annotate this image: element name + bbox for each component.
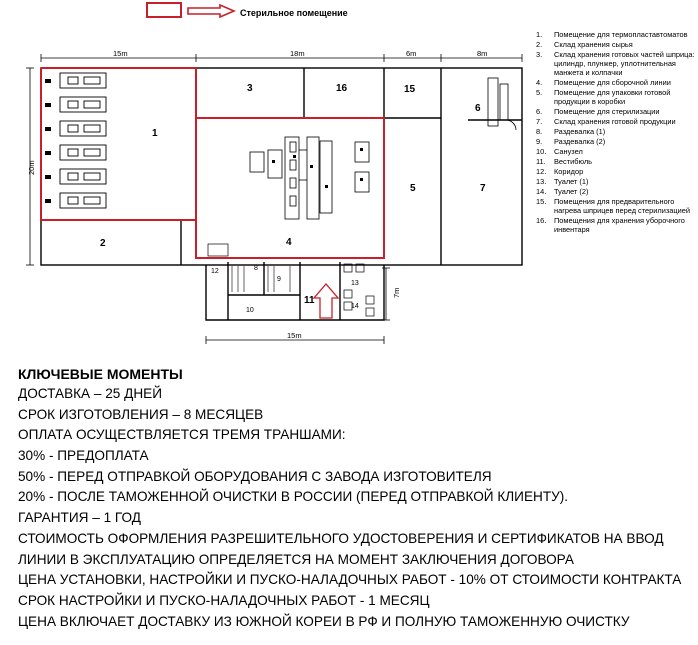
- walls: [41, 68, 522, 320]
- dim-20m: 20m: [27, 160, 36, 175]
- entrance-arrow-icon: [314, 284, 338, 318]
- room-label-14: 14: [351, 303, 359, 310]
- room-legend-item: 3. Склад хранения готовых частей шприца: цилиндр, плунжер, уплотнительная манжета и колпачки: [536, 50, 695, 77]
- room-legend-item: 1. Помещение для термопластавтоматов: [536, 30, 688, 39]
- key-points-heading: КЛЮЧЕВЫЕ МОМЕНТЫ: [18, 366, 183, 382]
- room-legend-list: [536, 30, 696, 235]
- note-line: 20% - ПОСЛЕ ТАМОЖЕННОЙ ОЧИСТКИ В РОССИИ (ПЕРЕД ОТПРАВКОЙ КЛИЕНТУ).: [18, 489, 569, 505]
- room-label-11: 11: [304, 295, 315, 306]
- dim-8m: 8m: [477, 49, 488, 58]
- machines-room-1: [60, 73, 106, 208]
- sterilizer-equipment: [488, 78, 516, 130]
- legend-label: Стерильное помещение: [240, 8, 348, 18]
- dim-bottom-15m: 15m: [287, 331, 302, 340]
- sterile-zones: [41, 68, 384, 258]
- note-line: СТОИМОСТЬ ОФОРМЛЕНИЯ РАЗРЕШИТЕЛЬНОГО УДОСТОВЕРЕНИЯ И СЕРТИФИКАТОВ НА ВВОД: [18, 530, 664, 546]
- room-label-13: 13: [351, 280, 359, 287]
- note-line: 30% - ПРЕДОПЛАТА: [18, 448, 149, 464]
- room-legend-item: 12. Коридор: [536, 167, 584, 176]
- note-line: ЛИНИИ В ЭКСПЛУАТАЦИЮ ОПРЕДЕЛЯЕТСЯ НА МОМЕНТ ЗАКЛЮЧЕНИЯ ДОГОВОРА: [18, 551, 574, 567]
- room-legend-item: 4. Помещение для сборочной линии: [536, 78, 671, 87]
- note-line: ДОСТАВКА – 25 ДНЕЙ: [18, 386, 162, 401]
- room-label-6: 6: [475, 103, 481, 114]
- room-label-3: 3: [247, 83, 253, 94]
- room-label-5: 5: [410, 183, 416, 194]
- room-legend-item: 9. Раздевалка (2): [536, 137, 606, 146]
- room-legend-item: 16. Помещения для хранения уборочного инвентаря: [536, 216, 685, 234]
- washroom-fixtures: [208, 244, 374, 316]
- room-label-10: 10: [246, 307, 254, 314]
- room-legend-item: 2. Склад хранения сырья: [536, 40, 633, 49]
- note-line: СРОК ИЗГОТОВЛЕНИЯ – 8 МЕСЯЦЕВ: [18, 406, 264, 422]
- room-legend-item: 5. Помещение для упаковки готовой продукции в коробки: [536, 88, 671, 106]
- room-label-16: 16: [336, 83, 348, 94]
- room-label-2: 2: [100, 238, 106, 249]
- room-legend-item: 6. Помещение для стерилизации: [536, 107, 660, 116]
- dim-6m: 6m: [406, 49, 417, 58]
- room-label-12: 12: [211, 268, 219, 275]
- room-label-15: 15: [404, 84, 416, 95]
- room-legend-item: 15. Помещения для предварительного нагрева шприцев перед стерилизацией: [536, 197, 690, 215]
- lockers: [232, 266, 290, 292]
- machine-markers: [45, 79, 51, 203]
- room-legend-item: 8. Раздевалка (1): [536, 127, 606, 136]
- note-line: ЦЕНА ВКЛЮЧАЕТ ДОСТАВКУ ИЗ ЮЖНОЙ КОРЕИ В РФ И ПОЛНУЮ ТАМОЖЕННУЮ ОЧИСТКУ: [18, 613, 630, 629]
- room-legend-item: 14. Туалет (2): [536, 187, 589, 196]
- assembly-details: [272, 148, 363, 188]
- note-line: ОПЛАТА ОСУЩЕСТВЛЯЕТСЯ ТРЕМЯ ТРАНШАМИ:: [18, 427, 346, 443]
- assembly-line: [250, 137, 369, 219]
- room-label-1: 1: [152, 128, 158, 139]
- room-label-9: 9: [277, 276, 281, 283]
- room-legend-item: 11. Вестибюль: [536, 157, 593, 166]
- note-line: 50% - ПЕРЕД ОТПРАВКОЙ ОБОРУДОВАНИЯ С ЗАВОДА ИЗГОТОВИТЕЛЯ: [18, 468, 492, 484]
- room-legend-item: 10. Санузел: [536, 147, 583, 156]
- room-label-4: 4: [286, 237, 292, 248]
- key-points: [18, 364, 694, 632]
- note-line: ЦЕНА УСТАНОВКИ, НАСТРОЙКИ И ПУСКО-НАЛАДОЧНЫХ РАБОТ - 10% ОТ СТОИМОСТИ КОНТРАКТА: [18, 572, 682, 588]
- dim-7m: 7m: [392, 287, 401, 298]
- note-line: ГАРАНТИЯ – 1 ГОД: [18, 510, 141, 526]
- dim-15m: 15m: [113, 49, 128, 58]
- room-label-7: 7: [480, 183, 486, 194]
- room-label-8: 8: [254, 265, 258, 272]
- room-legend-item: 13. Туалет (1): [536, 177, 589, 186]
- note-line: СРОК НАСТРОЙКИ И ПУСКО-НАЛАДОЧНЫХ РАБОТ - 1 МЕСЯЦ: [18, 592, 430, 608]
- floor-plan: [0, 0, 535, 360]
- dim-18m: 18m: [290, 49, 305, 58]
- room-legend-item: 7. Склад хранения готовой продукции: [536, 117, 676, 126]
